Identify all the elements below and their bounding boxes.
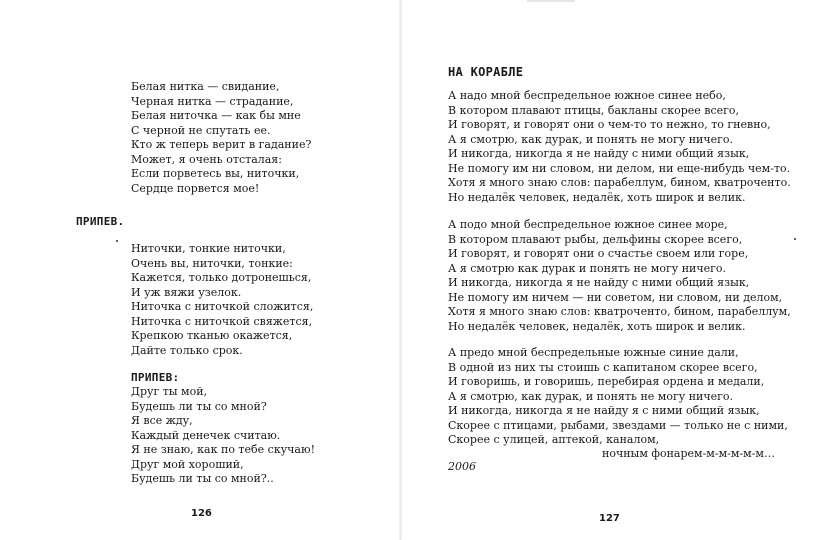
poem-line: Скорее с птицами, рыбами, звездами — только не с ними, — [448, 418, 788, 432]
chorus-label: ПРИПЕВ. — [76, 215, 125, 228]
page-number: 126 — [191, 508, 212, 519]
poem-year: 2006 — [448, 460, 476, 473]
poem-line: Если порветесь вы, ниточки, — [131, 167, 300, 180]
poem-line: Ниточка с ниточкой свяжется, — [131, 314, 313, 328]
page-number: 127 — [599, 513, 620, 524]
poem-line: Хотя я много знаю слов: кватроченто, бином, парабеллум, — [448, 305, 791, 318]
verse-stanza-1 — [131, 80, 311, 196]
poem-line: В одной из них ты стоишь с капитаном скорее всего, — [448, 360, 758, 374]
poem-line: Черная нитка — страдание, — [131, 94, 294, 108]
poem-line: Крепкою тканью окажется, — [131, 329, 293, 342]
poem-line: Кто ж теперь верит в гадание? — [131, 138, 312, 151]
poem-line: Я все жду, — [131, 414, 193, 427]
poem-line: Я не знаю, как по тебе скучаю! — [131, 443, 315, 456]
verse-stanza-2 — [448, 218, 791, 334]
poem-line: И уж вяжи узелок. — [131, 285, 242, 299]
poem-line: Каждый денечек считаю. — [131, 428, 281, 442]
chorus-label: ПРИПЕВ: — [131, 371, 180, 384]
poem-line: Очень вы, ниточки, тонкие: — [131, 256, 293, 270]
poem-line: Ниточки, тонкие ниточки, — [131, 242, 286, 255]
poem-line: А подо мной беспредельное южное синее море, — [448, 218, 728, 231]
poem-line: А я смотрю, как дурак, и понять не могу ничего. — [448, 132, 734, 146]
verse-closing-line: ночным фонарем-м-м-м-м-м… — [602, 447, 775, 460]
poem-line: Не помогу им ничем — ни советом, ни словом, ни делом, — [448, 290, 783, 304]
poem-line: И никогда, никогда я не найду с ними общий язык, — [448, 147, 750, 160]
poem-line: И говорят, и говорят они о чем-то то нежно, то гневно, — [448, 118, 771, 131]
poem-line: Сердце порвется мое! — [131, 181, 260, 195]
chorus-stanza — [131, 385, 315, 487]
poem-line: Скорее с улицей, аптекой, каналом, — [448, 433, 660, 446]
left-page — [0, 0, 400, 540]
ink-speck — [794, 238, 796, 240]
poem-line: Белая нитка — свидание, — [131, 80, 280, 93]
poem-line: Может, я очень отсталая: — [131, 152, 282, 166]
poem-line: И говоришь, и говоришь, перебирая ордена и медали, — [448, 375, 765, 388]
poem-line: А я смотрю, как дурак, и понять не могу ничего. — [448, 389, 734, 403]
poem-line: Будешь ли ты со мной? — [131, 399, 267, 413]
right-page — [400, 0, 815, 540]
poem-line: А я смотрю как дурак и понять не могу ничего. — [448, 261, 727, 275]
verse-stanza-1 — [448, 89, 791, 205]
poem-line: Кажется, только дотронешься, — [131, 271, 312, 284]
poem-line: Белая ниточка — как бы мне — [131, 109, 301, 122]
poem-line: И никогда, никогда я не найду с ними общий язык, — [448, 276, 750, 289]
poem-line: С черной не спутать ее. — [131, 123, 271, 137]
poem-line: Не помогу им ни словом, ни делом, ни еще-нибудь чем-то. — [448, 161, 791, 175]
poem-line: В котором плавают птицы, бакланы скорее всего, — [448, 103, 740, 117]
poem-line: А предо мной беспредельные южные синие дали, — [448, 346, 739, 359]
poem-line: Хотя я много знаю слов: парабеллум, бином, кватроченто. — [448, 176, 791, 189]
poem-line: Дайте только срок. — [131, 343, 243, 357]
poem-line: Будешь ли ты со мной?.. — [131, 472, 274, 485]
poem-line: Но недалёк человек, недалёк, хоть широк и велик. — [448, 190, 746, 204]
verse-stanza-3 — [448, 346, 788, 448]
poem-line: И говорят, и говорят они о счастье своем или горе, — [448, 247, 749, 260]
poem-line: Но недалёк человек, недалёк, хоть широк и велик. — [448, 319, 746, 333]
verse-stanza-2 — [131, 242, 313, 358]
poem-title: НА КОРАБЛЕ — [448, 65, 524, 79]
poem-line: Друг мой хороший, — [131, 457, 244, 471]
ink-speck — [116, 240, 118, 242]
poem-line: А надо мной беспредельное южное синее небо, — [448, 89, 726, 102]
poem-line: Ниточка с ниточкой сложится, — [131, 300, 314, 313]
poem-line: Друг ты мой, — [131, 385, 208, 398]
poem-line: И никогда, никогда я не найду я с ними общий язык, — [448, 404, 760, 417]
poem-line: В котором плавают рыбы, дельфины скорее всего, — [448, 232, 743, 246]
